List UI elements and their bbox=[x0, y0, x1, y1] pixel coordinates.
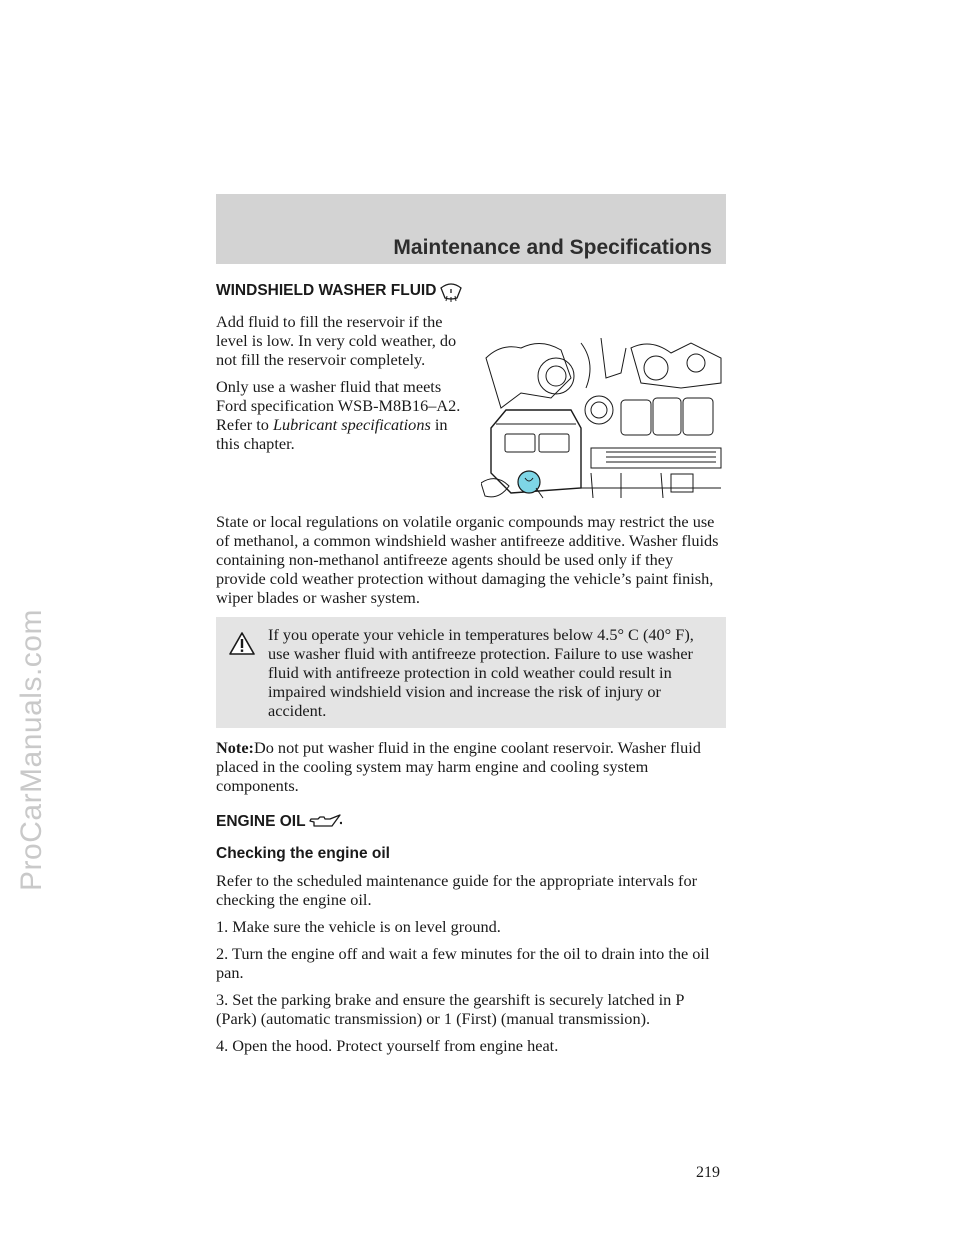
oil-can-icon bbox=[308, 813, 342, 831]
washer-intro bbox=[216, 312, 726, 500]
washer-heading bbox=[216, 280, 726, 302]
warning-triangle-icon bbox=[228, 631, 256, 656]
checking-oil-subheading: Checking the engine oil bbox=[216, 845, 390, 862]
warning-box bbox=[216, 617, 726, 728]
section-header bbox=[216, 194, 726, 264]
warning-text: If you operate your vehicle in temperatures below 4.5° C (40° F), use washer fluid with antifreeze protection. Failure to use washer fluid with antifreeze protection in cold weather could result in impaired windshield vision and increase the risk of injury or accident. bbox=[268, 625, 694, 720]
washer-paragraph-1: Add fluid to fill the reservoir if the level is low. In very cold weather, do not fill the reservoir completely. bbox=[216, 312, 457, 369]
washer-intro-text bbox=[216, 312, 474, 461]
engine-oil-heading-text: ENGINE OIL bbox=[216, 813, 306, 830]
note-text: Do not put washer fluid in the engine coolant reservoir. Washer fluid placed in the cooling system may harm engine and cooling system components. bbox=[216, 738, 701, 795]
oil-step-3: 3. Set the parking brake and ensure the gearshift is securely latched in P (Park) (automatic transmission) or 1 (First) (manual transmission). bbox=[216, 990, 684, 1028]
engine-compartment-illustration bbox=[481, 338, 726, 500]
oil-intro: Refer to the scheduled maintenance guide for the appropriate intervals for checking the engine oil. bbox=[216, 871, 698, 909]
washer-paragraph-2 bbox=[216, 377, 474, 453]
page-number: 219 bbox=[696, 1164, 720, 1181]
oil-step-1: 1. Make sure the vehicle is on level ground. bbox=[216, 917, 501, 936]
note-label: Note: bbox=[216, 738, 254, 757]
washer-p2-end: in this chapter. bbox=[216, 415, 448, 453]
watermark bbox=[4, 300, 60, 1200]
washer-p2-start: Only use a washer fluid that meets Ford specification WSB-M8B16–A2. Refer to bbox=[216, 377, 461, 434]
oil-step-4: 4. Open the hood. Protect yourself from engine heat. bbox=[216, 1036, 559, 1055]
section-title: Maintenance and Specifications bbox=[393, 236, 712, 259]
oil-step-2: 2. Turn the engine off and wait a few minutes for the oil to drain into the oil pan. bbox=[216, 944, 710, 982]
lubricant-spec-reference: Lubricant specifications bbox=[272, 415, 431, 434]
engine-oil-heading bbox=[216, 813, 726, 831]
washer-fluid-icon bbox=[438, 280, 464, 302]
washer-paragraph-3: State or local regulations on volatile organic compounds may restrict the use of methanol, a common windshield washer antifreeze additive. Washer fluids containing non-methanol antifreeze agents should be used only if they provide cold weather protection without damaging the vehicle’s paint finish, wiper blades or washer system. bbox=[216, 512, 719, 607]
watermark-text: ProCarManuals.com bbox=[15, 609, 48, 891]
page-content bbox=[216, 280, 726, 1063]
note-paragraph bbox=[216, 738, 726, 795]
washer-heading-text: WINDSHIELD WASHER FLUID bbox=[216, 282, 437, 299]
